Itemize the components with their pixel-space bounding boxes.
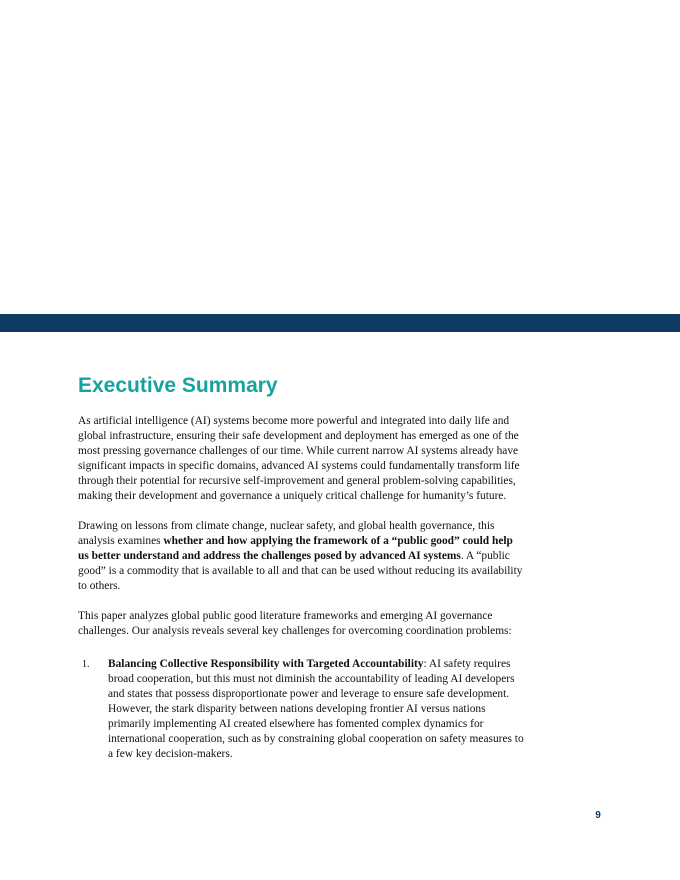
header-color-band: [0, 314, 680, 332]
paragraph-intro: As artificial intelligence (AI) systems become more powerful and integrated into daily life and global infrastructure, ensuring their safe development and deployment has emerged as one of the most pressing governance challenges of our time. While current narrow AI systems already have significant impacts in specific domains, advanced AI systems could fundamentally transform life through their potential for recursive self-improvement and general problem-solving capabilities, making their development and governance a uniquely critical challenge for humanity’s future.: [78, 415, 520, 502]
paragraph-analysis: This paper analyzes global public good literature frameworks and emerging AI governance challenges. Our analysis reveals several key challenges for overcoming coordination problems:: [78, 610, 512, 637]
paragraph-framework-emphasis: whether and how applying the framework of a “public good” could help us better understand and address the challenges posed by advanced AI systems: [78, 535, 513, 562]
paragraph-framework-lead: Drawing on lessons from climate change, nuclear safety, and global health governance, this analysis examines: [78, 520, 495, 547]
challenges-list: [78, 657, 524, 762]
list-item-number: 1.: [82, 659, 90, 670]
page-number: 9: [595, 810, 601, 821]
body-text: [78, 414, 524, 762]
list-item-title: Balancing Collective Responsibility with Targeted Accountability: [108, 658, 424, 670]
paragraph-framework: [78, 519, 524, 594]
paragraph-framework-tail: . A “public good” is a commodity that is available to all and that can be used without reducing its availability to others.: [78, 550, 523, 592]
section-title: Executive Summary: [78, 374, 278, 397]
list-item-text: : AI safety requires broad cooperation, but this must not diminish the accountability of leading AI developers and states that possess disproportionate power and leverage to ensure safe development. However, the stark disparity between nations developing frontier AI versus nations primarily implementing AI created elsewhere has fomented complex dynamics for international cooperation, such as by constraining global cooperation on safety measures to a few key decision-makers.: [108, 658, 524, 760]
list-item: [78, 657, 524, 762]
